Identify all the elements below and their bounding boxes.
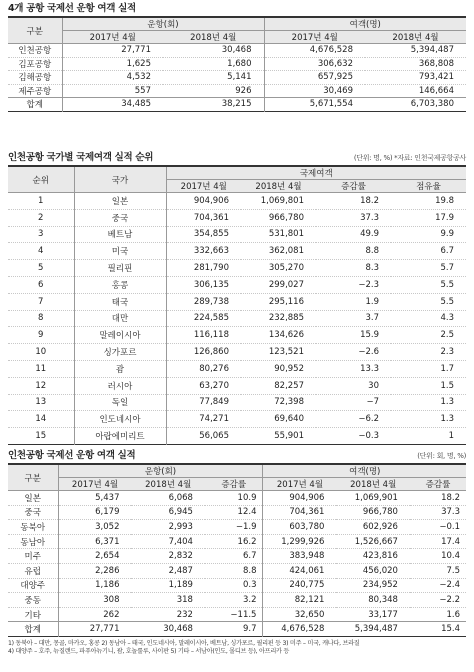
table-cell: 1.6 [410,607,466,622]
row-label: 14 [8,411,74,428]
table-cell: 82,121 [263,593,336,608]
table-cell: 295,116 [241,293,316,310]
table-cell: 2,286 [58,563,131,578]
table-cell: 383,948 [263,549,336,564]
table-cell: 281,790 [166,260,241,277]
table-cell: 305,270 [241,260,316,277]
table-cell: 456,020 [336,563,410,578]
table-row [8,209,466,226]
table-row [8,394,466,411]
table-cell: 9.9 [391,226,466,243]
table-cell: 80,276 [166,360,241,377]
table-cell: 49.9 [316,226,391,243]
table-cell: 4,532 [62,71,163,85]
table-cell: 299,027 [241,276,316,293]
table-cell: −2.2 [410,593,466,608]
row-label: 기타 [8,607,58,622]
table-cell: 7.5 [410,563,466,578]
table-cell: 1,186 [58,578,131,593]
table-cell: 4,676,528 [263,622,336,637]
table-cell: 146,664 [365,84,466,98]
table-cell: 말레이시아 [74,327,166,344]
table-cell: 72,398 [241,394,316,411]
col-flights-2018: 2018년 4월 [163,31,264,44]
table-cell: 6,945 [131,505,204,520]
table-cell: 17.4 [410,534,466,549]
table-row [8,84,466,98]
table-cell: 1,069,801 [260,195,304,206]
table-cell: 232,885 [241,310,316,327]
row-label: 미주 [8,549,58,564]
table-cell: 6,371 [58,534,131,549]
table-cell: 9.7 [205,622,263,637]
row-label: 제주공항 [8,84,62,98]
table-cell: 인도네시아 [74,411,166,428]
table-cell: 30,469 [264,84,365,98]
table-cell: 5,437 [58,491,131,506]
table-cell: 37.3 [410,505,466,520]
row-label: 동남아 [8,534,58,549]
table-cell: 4,676,528 [264,44,365,58]
table-cell: 10.4 [410,549,466,564]
table-row [8,491,466,506]
table-cell: 557 [62,84,163,98]
table-cell: −0.1 [410,520,466,535]
table-cell: 8.8 [205,563,263,578]
table-cell: 5.5 [391,293,466,310]
table-cell: 74,271 [166,411,241,428]
table-cell: 232 [131,607,204,622]
table-cell: 793,421 [365,71,466,85]
table-cell: 306,632 [264,57,365,71]
table-cell: 0.3 [205,578,263,593]
table-cell: 657,925 [264,71,365,85]
table-cell: 69,640 [241,411,316,428]
table-cell: 34,485 [62,98,163,112]
table-cell: 12.4 [205,505,263,520]
table-row [8,276,466,293]
table-cell: 362,081 [241,243,316,260]
row-label: 동북아 [8,520,58,535]
row-label: 대양주 [8,578,58,593]
table-cell: −6.2 [316,411,391,428]
table-cell: 602,926 [336,520,410,535]
col-pax-2018: 2018년 4월 [336,478,410,491]
table-cell: 966,780 [336,505,410,520]
table-cell: −2.3 [316,276,391,293]
table-cell: 27,771 [58,622,131,637]
row-label: 10 [8,344,74,361]
table-cell: 603,780 [263,520,336,535]
row-label: 합계 [8,622,58,637]
table-cell: 289,738 [166,293,241,310]
table-cell: 82,257 [241,377,316,394]
table-cell: 5.5 [391,276,466,293]
row-label: 4 [8,243,74,260]
table-row [8,71,466,85]
table-cell: 966,780 [241,209,316,226]
row-label: 8 [8,310,74,327]
table-cell: −1.9 [205,520,263,535]
table-cell: 1,069,901 [354,492,398,503]
table-cell: 8.3 [316,260,391,277]
table-cell: 18.2 [441,492,460,503]
table-cell: 2.5 [391,327,466,344]
table-row [8,549,466,564]
country-ranking-section [8,151,466,445]
table-cell: 5,394,487 [410,45,454,56]
table-cell: 6.7 [391,243,466,260]
table-cell: 8.8 [316,243,391,260]
table-cell: 일본 [74,193,166,210]
col-pax-2017: 2017년 4월 [263,478,336,491]
table-row [8,520,466,535]
table-cell: 15.4 [410,622,466,637]
table-cell: 332,663 [166,243,241,260]
table-cell: 30 [316,377,391,394]
footnote-line: 4) 대양주 – 호주, 뉴질랜드, 파푸아뉴기니, 괌, 호놀룰루, 사이판 5) 기타 – 서남아(인도, 몰디브 등), 아프리카 등 [8,648,290,656]
region-flights-section [8,449,466,657]
table-cell: 308 [58,593,131,608]
row-label: 합계 [8,98,62,112]
table-cell: 5.7 [391,260,466,277]
col-pax-change: 증감률 [410,478,466,491]
table-row [8,98,466,112]
table-cell: 37.3 [316,209,391,226]
table-cell: 독일 [74,394,166,411]
row-label: 12 [8,377,74,394]
table-cell: 2,993 [131,520,204,535]
table-cell: −7 [316,394,391,411]
table-cell: 19.8 [435,195,454,206]
table-cell: −0.3 [316,428,391,445]
table-cell: 704,361 [263,505,336,520]
table-cell: 424,061 [263,563,336,578]
row-label: 3 [8,226,74,243]
table-cell: 2,832 [131,549,204,564]
table-row [8,607,466,622]
row-label: 중국 [8,505,58,520]
col-country: 국가 [74,166,166,193]
col-gubun: 구분 [8,17,62,44]
col-flights-2017: 2017년 4월 [62,31,163,44]
section3-unit-note: (단위: 회, 명, %) [417,452,466,460]
table-cell: 354,855 [166,226,241,243]
table-row [8,310,466,327]
col-rank: 순위 [8,166,74,193]
table-cell: 17.9 [391,209,466,226]
row-label: 11 [8,360,74,377]
table-cell: 80,348 [336,593,410,608]
table-cell: 1,189 [131,578,204,593]
footnotes [8,640,466,657]
table-row [8,260,466,277]
table-cell: 13.3 [316,360,391,377]
col-change: 증감률 [316,180,391,193]
table-row [8,578,466,593]
table-cell: 1,526,667 [336,534,410,549]
row-label: 인천공항 [18,46,52,57]
table-cell: 3.7 [316,310,391,327]
table-cell: 1,625 [62,57,163,71]
table-row [8,44,466,58]
section2-title: 인천공항 국가별 국제여객 실적 순위 [8,152,154,163]
table-row [8,534,466,549]
table-row [8,411,466,428]
table-row [8,193,466,210]
table-cell: 1.5 [391,377,466,394]
row-label: 중동 [8,593,58,608]
table-cell: 32,650 [263,607,336,622]
region-flights-table [8,463,466,637]
col-intl-passengers: 국제여객 [166,166,466,180]
table-cell: 베트남 [74,226,166,243]
table-row [8,293,466,310]
table-cell: 2,654 [58,549,131,564]
col-2018: 2018년 4월 [241,180,316,193]
table-cell: 30,468 [131,622,204,637]
col-flights-2017: 2017년 4월 [58,478,131,491]
table-row [8,428,466,445]
table-cell: 926 [163,84,264,98]
airport-summary-section [8,2,466,112]
table-cell: −2.4 [410,578,466,593]
row-label: 유럽 [8,563,58,578]
table-cell: 30,468 [221,45,252,56]
row-label: 김해공항 [8,71,62,85]
table-row [8,593,466,608]
table-cell: 77,849 [166,394,241,411]
table-row [8,505,466,520]
table-cell: 아랍에미리트 [74,428,166,445]
col-2017: 2017년 4월 [166,180,241,193]
table-cell: 38,215 [163,98,264,112]
table-row [8,622,466,637]
table-cell: 1.7 [391,360,466,377]
table-cell: 262 [58,607,131,622]
table-cell: 미국 [74,243,166,260]
table-cell: 6,068 [168,492,193,503]
col-gubun: 구분 [8,464,58,491]
table-cell: 러시아 [74,377,166,394]
table-cell: 224,585 [166,310,241,327]
table-cell: 904,906 [263,491,336,506]
table-row [8,243,466,260]
table-cell: 대만 [74,310,166,327]
section3-title: 인천공항 국제선 운항 여객 실적 [8,450,136,461]
table-cell: 240,775 [263,578,336,593]
table-cell: 홍콩 [74,276,166,293]
table-cell: 5,394,487 [336,622,410,637]
table-cell: 531,801 [241,226,316,243]
table-cell: 33,177 [336,607,410,622]
table-cell: 126,860 [166,344,241,361]
col-passengers: 여객(명) [264,17,466,31]
airport-summary-table [8,16,466,112]
table-cell: 123,521 [241,344,316,361]
table-cell: 2,487 [131,563,204,578]
country-ranking-table [8,165,466,445]
row-label: 5 [8,260,74,277]
table-row [8,360,466,377]
table-row [8,327,466,344]
table-cell: 6.7 [205,549,263,564]
table-cell: 1.3 [391,394,466,411]
row-label: 9 [8,327,74,344]
col-passengers: 여객(명) [263,464,466,478]
row-label: 13 [8,394,74,411]
col-pax-2017: 2017년 4월 [264,31,365,44]
table-cell: 306,135 [166,276,241,293]
col-flights-2018: 2018년 4월 [131,478,204,491]
table-cell: 15.9 [316,327,391,344]
table-cell: 1.3 [391,411,466,428]
table-cell: 1 [391,428,466,445]
table-cell: 10.9 [237,492,257,503]
col-share: 점유율 [391,180,466,193]
row-label: 2 [8,209,74,226]
row-label: 일본 [24,493,41,504]
table-cell: 6,703,380 [365,98,466,112]
table-row [8,226,466,243]
row-label: 6 [8,276,74,293]
col-flights: 운항(회) [62,17,264,31]
section1-title: 4개 공항 국제선 운항 여객 실적 [8,3,136,14]
table-cell: 368,808 [365,57,466,71]
table-row [8,377,466,394]
table-cell: −2.6 [316,344,391,361]
table-cell: −11.5 [205,607,263,622]
table-cell: 27,771 [62,44,163,58]
table-row [8,57,466,71]
table-cell: 3,052 [58,520,131,535]
table-row [8,563,466,578]
row-label: 1 [38,195,44,206]
table-cell: 1,680 [163,57,264,71]
table-cell: 중국 [74,209,166,226]
table-cell: 1.9 [316,293,391,310]
table-cell: 116,118 [166,327,241,344]
col-pax-2018: 2018년 4월 [365,31,466,44]
table-cell: 904,906 [166,193,241,210]
table-cell: 423,816 [336,549,410,564]
table-cell: 90,952 [241,360,316,377]
table-cell: 괌 [74,360,166,377]
table-cell: 1,299,926 [263,534,336,549]
table-cell: 싱가포르 [74,344,166,361]
row-label: 김포공항 [8,57,62,71]
table-cell: 16.2 [205,534,263,549]
table-row [8,344,466,361]
row-label: 7 [8,293,74,310]
table-cell: 필리핀 [74,260,166,277]
col-flights-change: 증감률 [205,478,263,491]
table-cell: 4.3 [391,310,466,327]
table-cell: 234,952 [336,578,410,593]
table-cell: 18.2 [360,195,379,206]
table-cell: 318 [131,593,204,608]
table-cell: 5,671,554 [264,98,365,112]
table-cell: 704,361 [166,209,241,226]
section2-unit-note: (단위: 명, %) *자료: 인천국제공항공사 [353,154,466,162]
table-cell: 7,404 [131,534,204,549]
table-cell: 134,626 [241,327,316,344]
table-cell: 3.2 [205,593,263,608]
col-flights: 운항(회) [58,464,263,478]
footnote-line: 1) 동북아 – 대만, 몽골, 마카오, 홍콩 2) 동남아 – 태국, 인도네시아, 말레이시아, 베트남, 싱가포르, 필리핀 등 3) 미주 – 미국, 캐나다, 브라질 [8,639,360,647]
table-cell: 55,901 [241,428,316,445]
table-cell: 6,179 [58,505,131,520]
table-cell: 56,065 [166,428,241,445]
table-cell: 2.3 [391,344,466,361]
table-cell: 5,141 [163,71,264,85]
table-cell: 태국 [74,293,166,310]
row-label: 15 [8,428,74,445]
table-cell: 63,270 [166,377,241,394]
